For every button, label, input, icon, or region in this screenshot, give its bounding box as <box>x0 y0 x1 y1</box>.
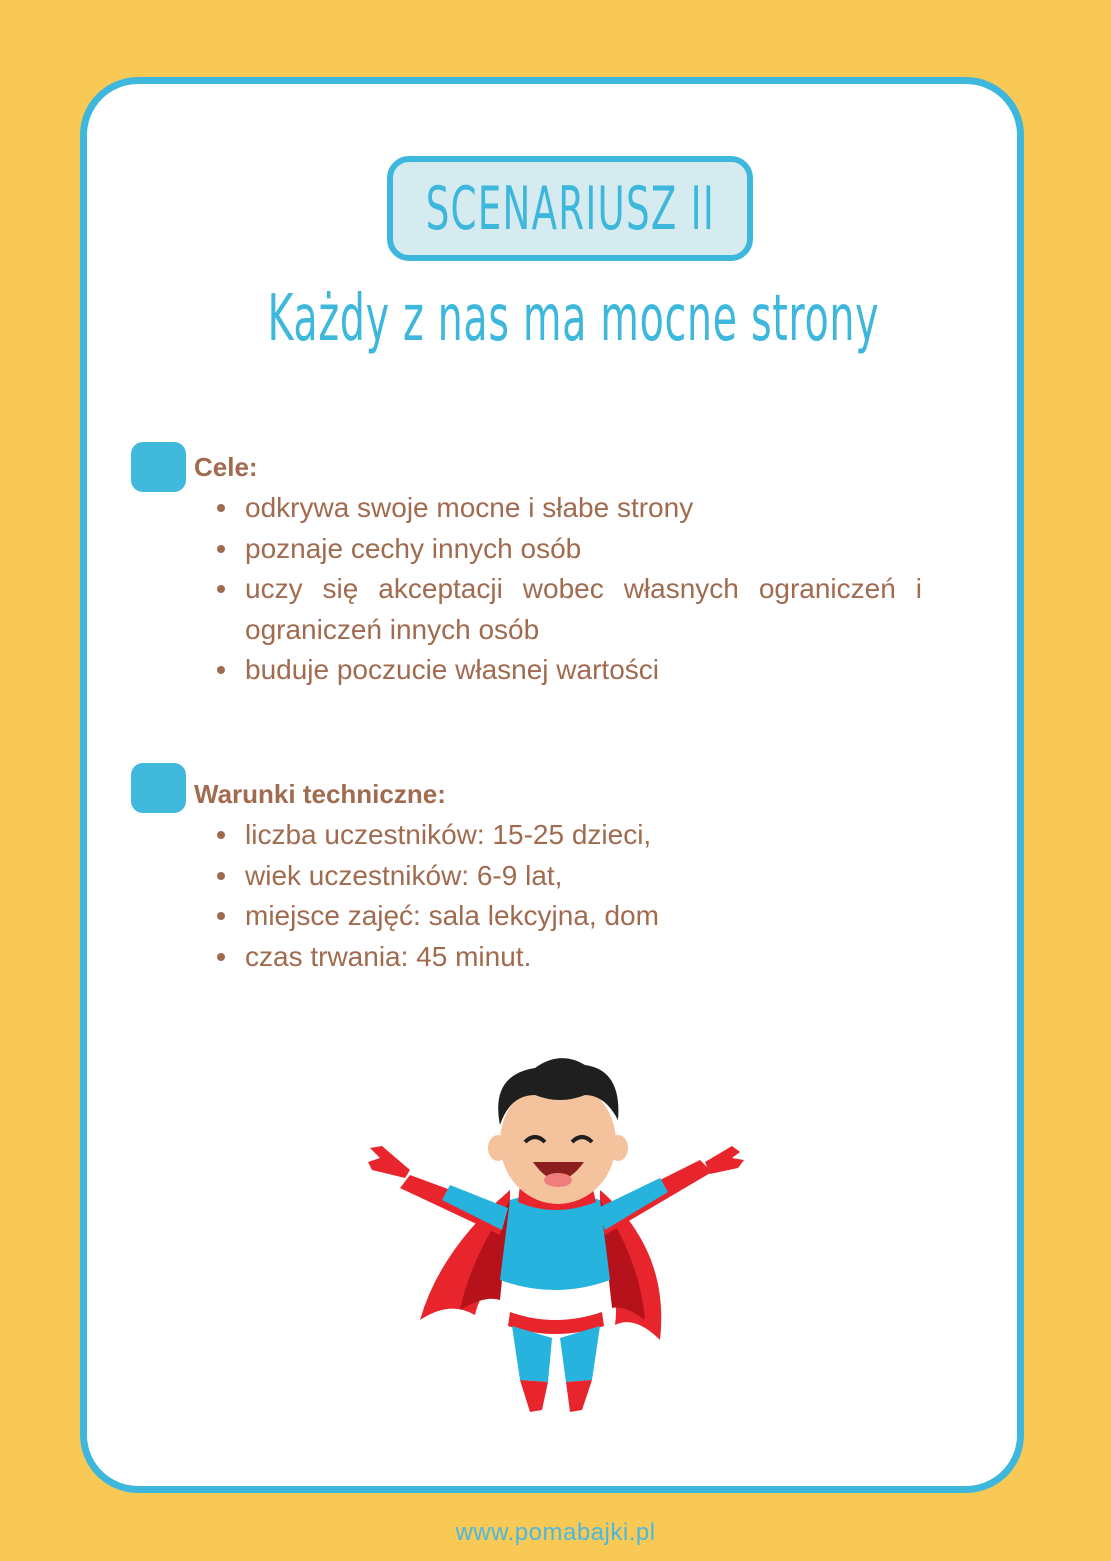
goals-list <box>212 488 922 691</box>
list-item: poznaje cechy innych osób <box>212 529 922 570</box>
list-item: czas trwania: 45 minut. <box>212 937 922 978</box>
section-marker-technical <box>131 763 186 813</box>
technical-list <box>212 815 922 977</box>
section-title-technical: Warunki techniczne: <box>194 779 446 809</box>
section-marker-goals <box>131 442 186 492</box>
section-title-goals: Cele: <box>194 452 258 482</box>
scenario-badge-label: SCENARIUSZ II <box>425 173 715 244</box>
scenario-badge <box>387 156 753 261</box>
list-item: uczy się akceptacji wobec własnych ograniczeń i ograniczeń innych osób <box>212 569 922 650</box>
page-title-text: Każdy z nas ma mocne strony <box>267 282 880 356</box>
list-item: odkrywa swoje mocne i słabe strony <box>212 488 922 529</box>
page-title <box>80 282 1024 356</box>
list-item: liczba uczestników: 15-25 dzieci, <box>212 815 922 856</box>
list-item: buduje poczucie własnej wartości <box>212 650 922 691</box>
superhero-boy-icon <box>360 1050 750 1420</box>
list-item: miejsce zajęć: sala lekcyjna, dom <box>212 896 922 937</box>
footer-url[interactable]: www.pomabajki.pl <box>455 1519 656 1546</box>
list-item: wiek uczestników: 6-9 lat, <box>212 856 922 897</box>
